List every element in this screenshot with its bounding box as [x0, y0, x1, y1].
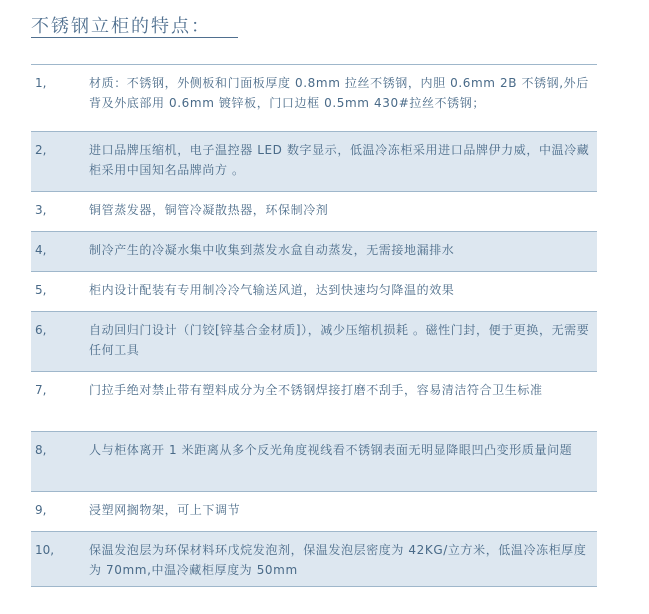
- feature-row-8: [31, 432, 597, 492]
- feature-row-5: [31, 272, 597, 312]
- feature-number: 9,: [35, 503, 47, 517]
- feature-number: 5,: [35, 283, 47, 297]
- feature-row-6: [31, 312, 597, 372]
- feature-number: 2,: [35, 143, 47, 157]
- feature-row-2: [31, 132, 597, 192]
- feature-number: 1,: [35, 76, 47, 90]
- feature-row-1: [31, 64, 597, 132]
- feature-row-10: [31, 532, 597, 587]
- title-underline: [31, 37, 238, 38]
- feature-text: 进口品牌压缩机，电子温控器 LED 数字显示，低温冷冻柜采用进口品牌伊力威，中温冷藏柜采用中国知名品牌尚方 。: [89, 143, 590, 177]
- feature-number: 4,: [35, 243, 47, 257]
- feature-number: 8,: [35, 443, 47, 457]
- feature-text: 人与柜体离开 1 米距离从多个反光角度视线看不锈钢表面无明显降眼凹凸变形质量问题: [89, 443, 573, 457]
- feature-text: 铜管蒸发器，铜管冷凝散热器，环保制冷剂: [89, 203, 329, 217]
- feature-text: 材质：不锈钢，外侧板和门面板厚度 0.8mm 拉丝不锈钢，内胆 0.6mm 2B 不锈钢,外后背及外底部用 0.6mm 镀锌板，门口边框 0.5mm 430#拉丝不锈钢；: [89, 76, 589, 110]
- page-title: 不锈钢立柜的特点：: [31, 16, 211, 37]
- feature-text: 制冷产生的冷凝水集中收集到蒸发水盒自动蒸发，无需接地漏排水: [89, 243, 455, 257]
- feature-text: 自动回归门设计（门铰[锌基合金材质]），减少压缩机损耗 。磁性门封，便于更换，无需要任何工具: [89, 323, 590, 357]
- feature-row-9: [31, 492, 597, 532]
- feature-text: 门拉手绝对禁止带有塑料成分为全不锈钢焊接打磨不刮手，容易清洁符合卫生标准: [89, 383, 543, 397]
- feature-row-3: [31, 192, 597, 232]
- feature-text: 浸塑网搁物架，可上下调节: [89, 503, 241, 517]
- feature-number: 7,: [35, 383, 47, 397]
- features-table: [31, 64, 597, 587]
- feature-row-7: [31, 372, 597, 432]
- feature-number: 6,: [35, 323, 47, 337]
- feature-row-4: [31, 232, 597, 272]
- feature-text: 柜内设计配装有专用制冷冷气输送风道，达到快速均匀降温的效果: [89, 283, 455, 297]
- feature-text: 保温发泡层为环保材料环戊烷发泡剂，保温发泡层密度为 42KG/立方米，低温冷冻柜厚度为 70mm,中温冷藏柜厚度为 50mm: [89, 543, 587, 577]
- feature-number: 3,: [35, 203, 47, 217]
- feature-number: 10,: [35, 543, 55, 557]
